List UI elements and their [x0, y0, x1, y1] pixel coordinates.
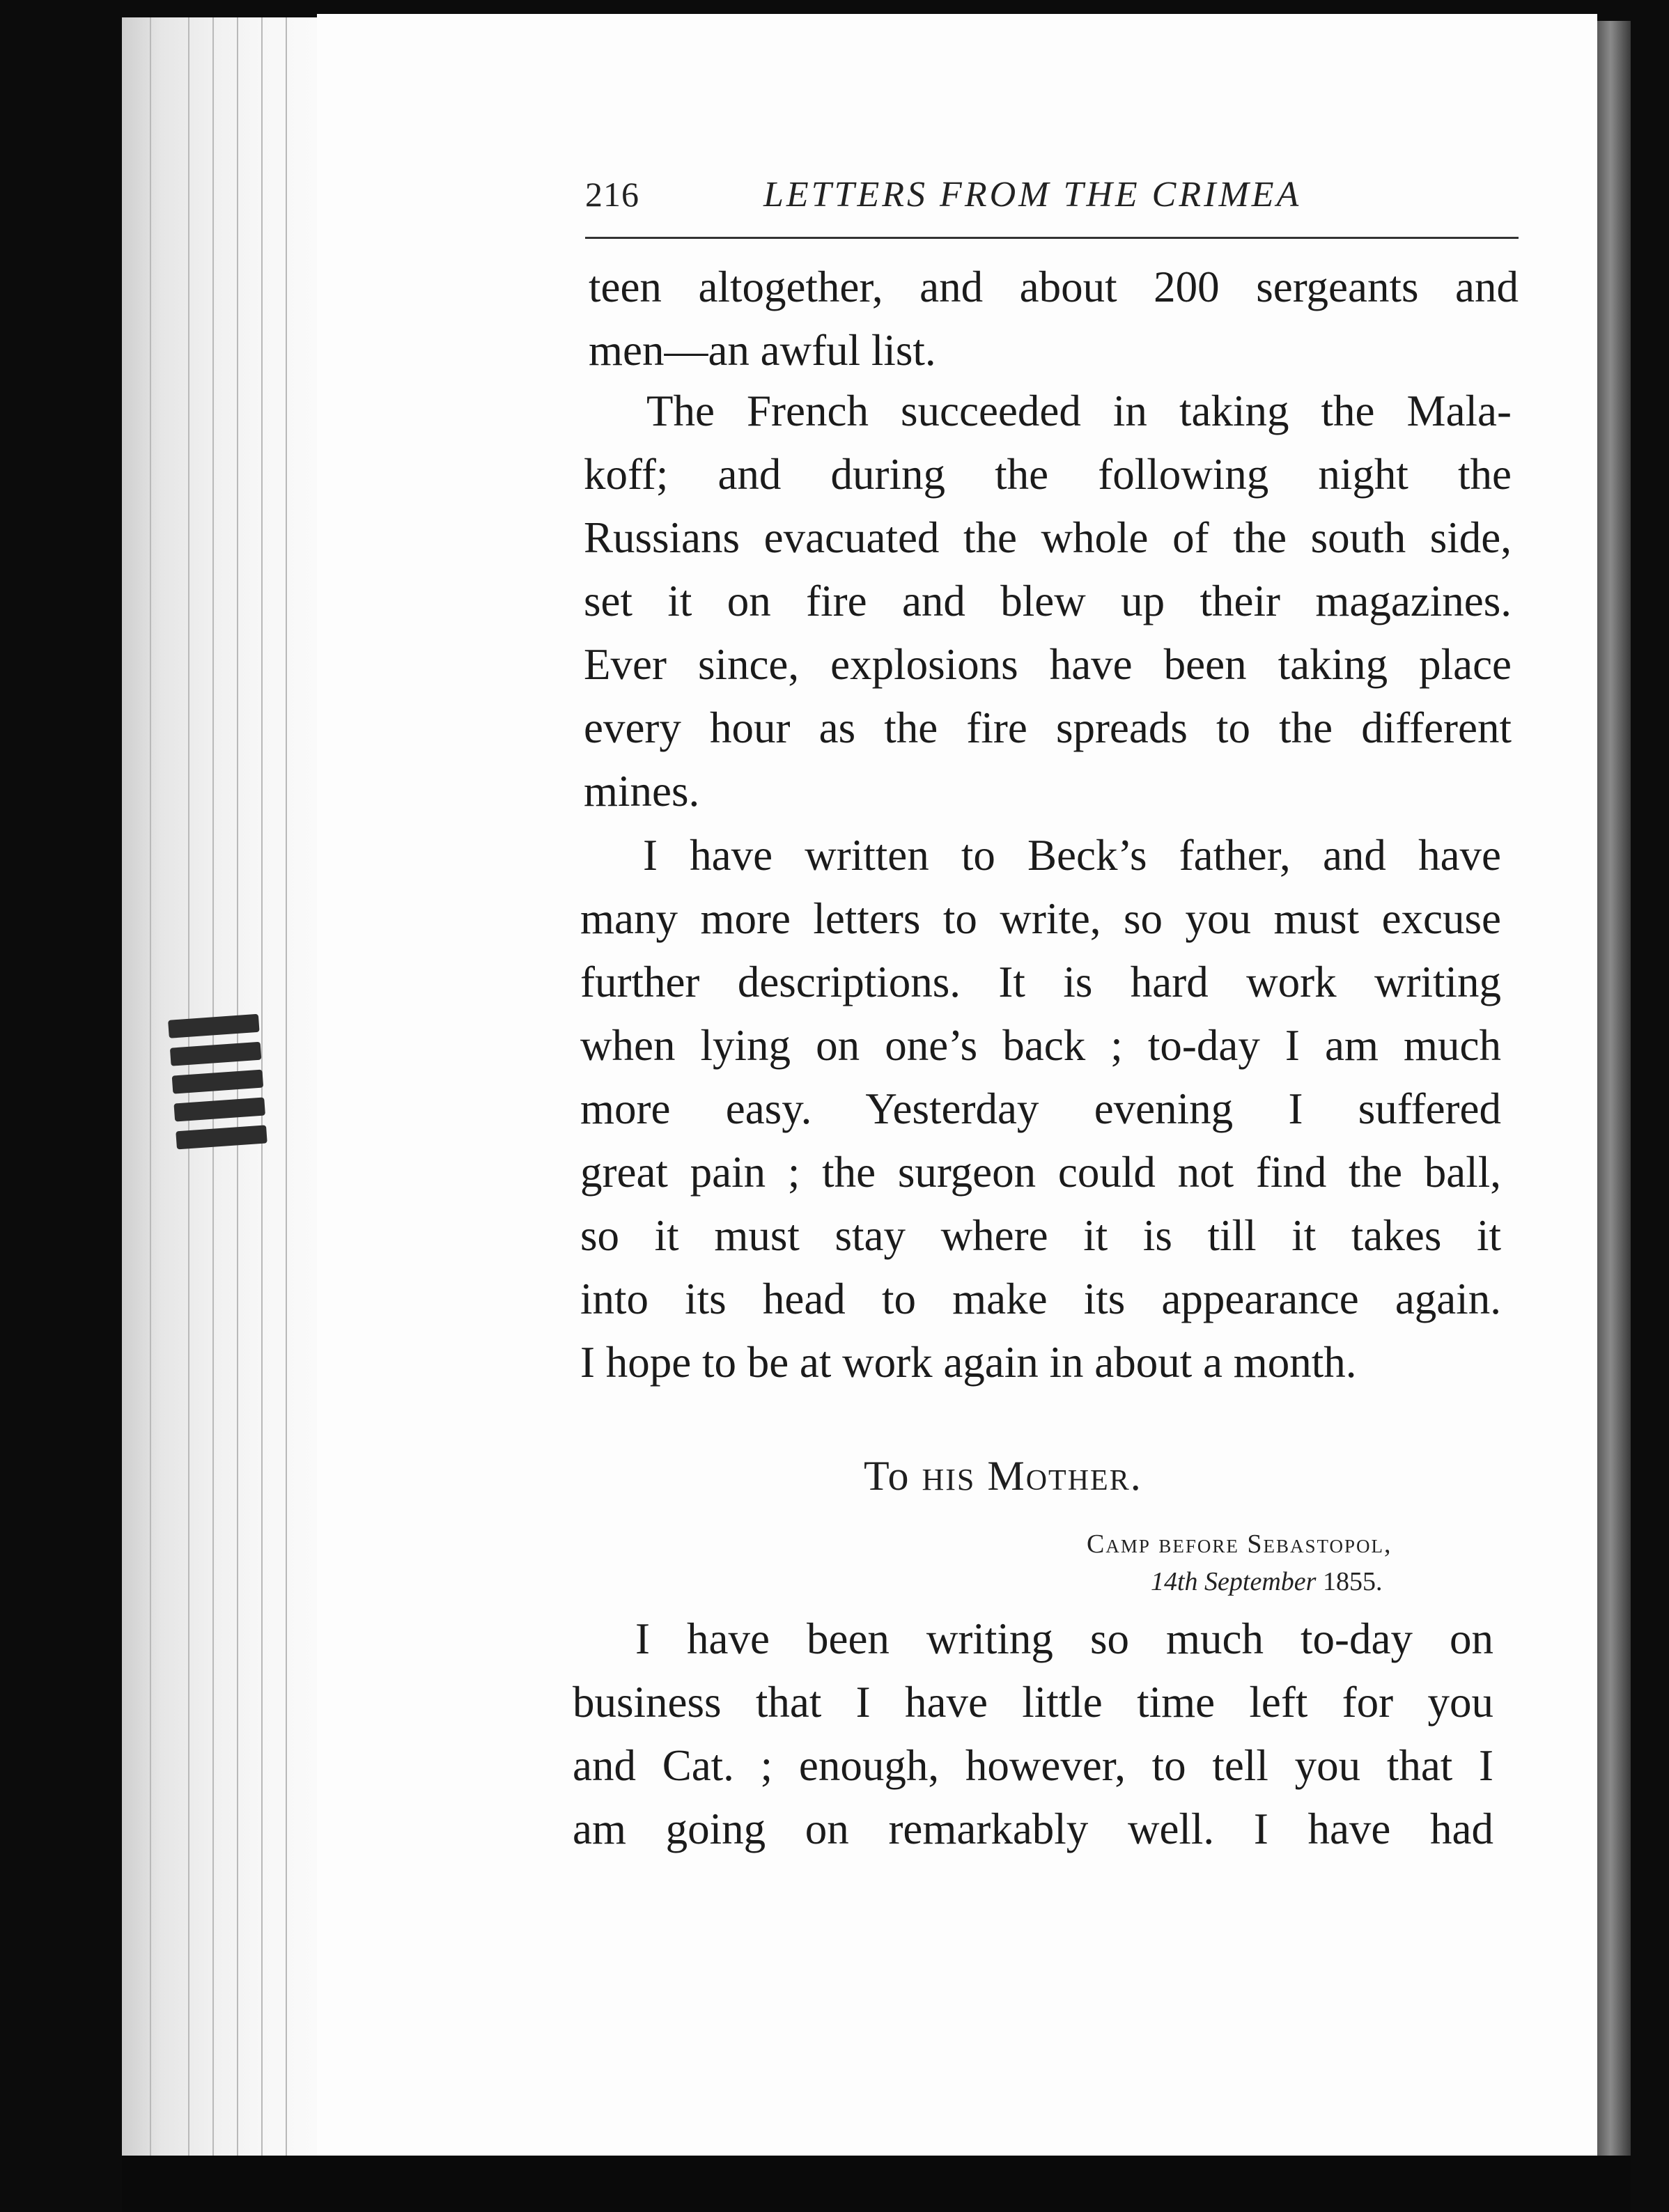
- text-line: koff; and during the following night the: [584, 450, 1512, 499]
- text-line: teen altogether, and about 200 sergeants and: [589, 263, 1519, 311]
- paragraph-2: [584, 380, 1512, 823]
- letter-body: [573, 1607, 1493, 1861]
- text-line: more easy. Yesterday evening I suffered: [580, 1084, 1501, 1133]
- text-line: men—an awful list.: [589, 326, 936, 375]
- page-number: 216: [585, 175, 639, 214]
- header-rule: [585, 237, 1519, 239]
- text-line: further descriptions. It is hard work writing: [580, 958, 1501, 1006]
- text-line: I have written to Beck’s father, and have: [643, 831, 1501, 880]
- text-line: and Cat. ; enough, however, to tell you that I: [573, 1741, 1493, 1790]
- dateline-day: 14th September: [1151, 1567, 1317, 1596]
- text-line: I hope to be at work again in about a month.: [580, 1338, 1357, 1387]
- heading-mother: Mother.: [987, 1453, 1142, 1499]
- text-line: mines.: [584, 767, 700, 816]
- running-head: [585, 174, 1519, 230]
- dateline-place: Camp before Sebastopol,: [1087, 1529, 1392, 1559]
- next-page-edge: [1597, 21, 1631, 2156]
- text-line: into its head to make its appearance again.: [580, 1275, 1501, 1323]
- text-line: great pain ; the surgeon could not find the ball,: [580, 1148, 1501, 1197]
- heading-to: To: [864, 1453, 910, 1499]
- ink-stamp-mark: [168, 1014, 271, 1201]
- paragraph-1: [589, 256, 1519, 382]
- heading-his: HIS: [922, 1463, 976, 1497]
- text-line: The French succeeded in taking the Mala-: [646, 387, 1512, 435]
- text-line: set it on fire and blew up their magazines.: [584, 577, 1512, 625]
- text-line: when lying on one’s back ; to-day I am much: [580, 1021, 1501, 1070]
- dateline: [1087, 1529, 1463, 1597]
- running-title: LETTERS FROM THE CRIMEA: [763, 175, 1302, 215]
- letter-heading: [864, 1452, 1142, 1500]
- text-line: every hour as the fire spreads to the different: [584, 703, 1512, 752]
- dateline-year: 1855.: [1322, 1567, 1383, 1596]
- text-line: I have been writing so much to-day on: [635, 1614, 1493, 1663]
- text-line: am going on remarkably well. I have had: [573, 1805, 1493, 1853]
- text-line: many more letters to write, so you must excuse: [580, 894, 1501, 943]
- bottom-shadow: [122, 2156, 1631, 2212]
- paragraph-3: [580, 824, 1501, 1394]
- text-line: business that I have little time left for you: [573, 1678, 1493, 1727]
- text-line: so it must stay where it is till it takes it: [580, 1211, 1501, 1260]
- dateline-date: [1151, 1566, 1463, 1597]
- text-line: Ever since, explosions have been taking place: [584, 640, 1512, 689]
- text-line: Russians evacuated the whole of the south side,: [584, 513, 1512, 562]
